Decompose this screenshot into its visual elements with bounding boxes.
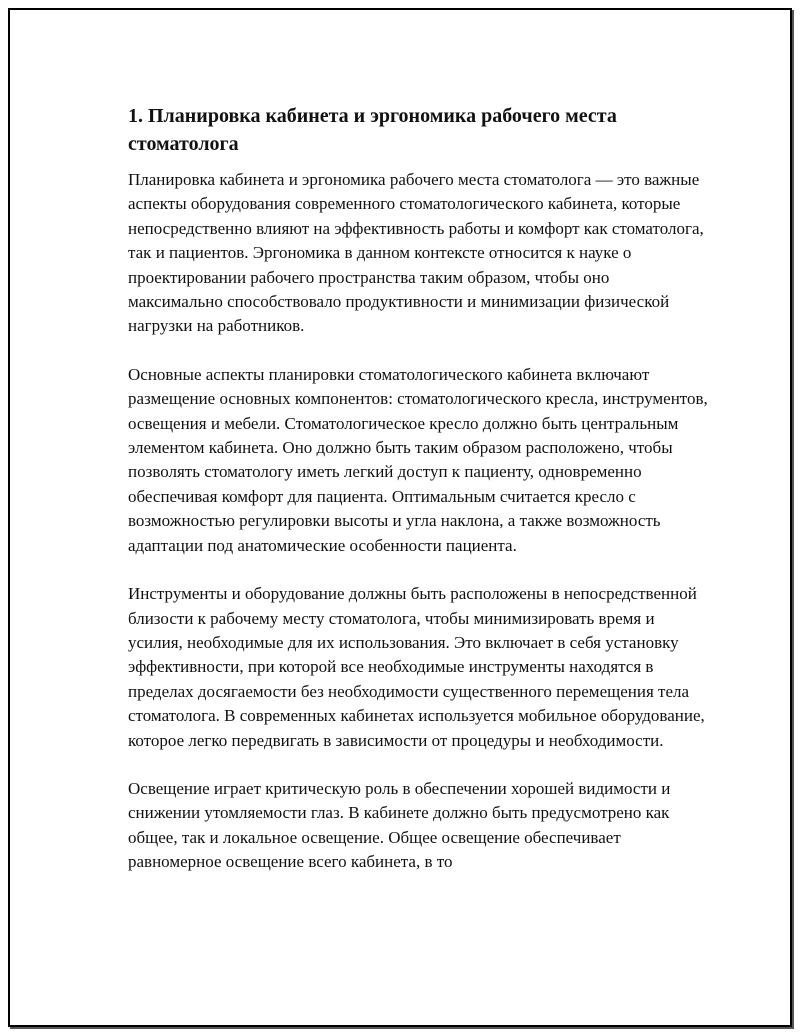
paragraph-layout: Основные аспекты планировки стоматологического кабинета включают размещение основных компонентов: стоматологического кресла, инструментов, освещения и мебели. Стоматологическое кресло должно быть центральным элементом кабинета. Оно должно быть таким образом расположено, чтобы позволять стоматологу иметь легкий доступ к пациенту, одновременно обеспечивая комфорт для пациента. Оптимальным считается кресло с возможностью регулировки высоты и угла наклона, а также возможность адаптации под анатомические особенности пациента. (128, 364, 708, 555)
paragraph-lighting: Освещение играет критическую роль в обеспечении хорошей видимости и снижении утомляемости глаз. В кабинете должно быть предусмотрено как общее, так и локальное освещение. Общее освещение обеспечивает равномерное освещение всего кабинета, в то (128, 778, 671, 872)
document-body (128, 102, 708, 899)
document-page (8, 8, 792, 1027)
section-heading: 1. Планировка кабинета и эргономика рабочего места стоматолога (128, 105, 617, 155)
paragraph-instruments: Инструменты и оборудование должны быть расположены в непосредственной близости к рабочему месту стоматолога, чтобы минимизировать время и усилия, необходимые для их использования. Это включает в себя установку эффективности, при которой все необходимые инструменты находятся в пределах досягаемости без необходимости существенного перемещения тела стоматолога. В современных кабинетах используется мобильное оборудование, которое легко передвигать в зависимости от процедуры и необходимости. (128, 584, 705, 750)
paragraph-intro: Планировка кабинета и эргономика рабочего места стоматолога — это важные аспекты оборудования современного стоматологического кабинета, которые непосредственно влияют на эффективность работы и комфорт как стоматолога, так и пациентов. Эргономика в данном контексте относится к науке о проектировании рабочего пространства таким образом, чтобы оно максимально способствовало продуктивности и минимизации физической нагрузки на работников. (128, 170, 704, 336)
